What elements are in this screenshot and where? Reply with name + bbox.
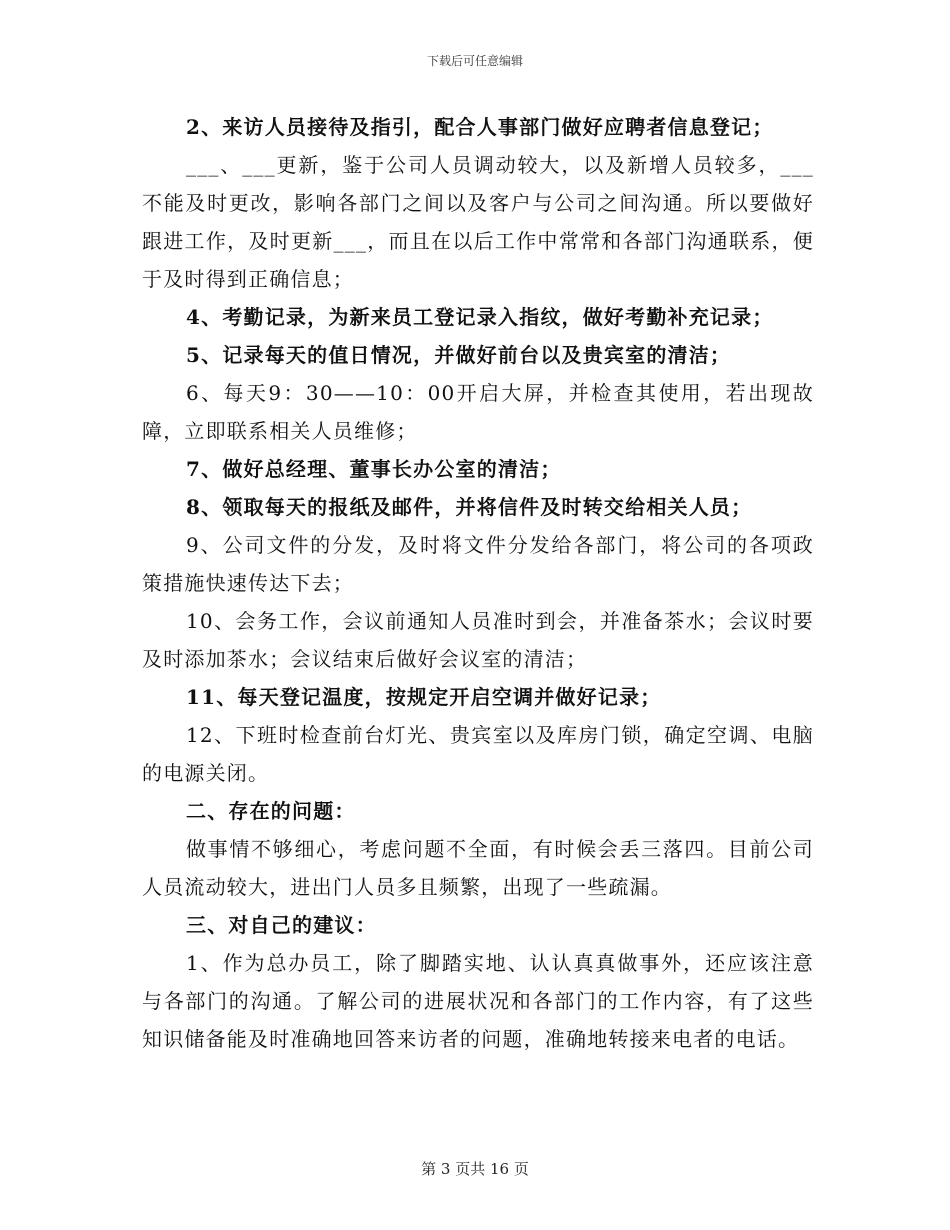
paragraph-item-6-screen: 6、每天9：30——10：00开启大屏，并检查其使用，若出现故障，立即联系相关人员维修； (142, 381, 814, 443)
paragraph-info-update: ___、___更新，鉴于公司人员调动较大，以及新增人员较多，___不能及时更改，影响各部门之间以及客户与公司之间沟通。所以要做好跟进工作，及时更新___，而且在以后工作中常常和各部门沟通联系，便于及时得到正确信息； (142, 153, 814, 291)
paragraph-problems: 做事情不够细心，考虑问题不全面，有时候会丢三落四。目前公司人员流动较大，进出门人员多且频繁，出现了一些疏漏。 (142, 837, 814, 899)
document-body (142, 108, 814, 1058)
section-heading-suggestions: 三、对自己的建议： (186, 913, 377, 937)
paragraph-item-12-closing-check: 12、下班时检查前台灯光、贵宾室以及库房门锁，确定空调、电脑的电源关闭。 (142, 723, 814, 785)
paragraph-item-8-mail: 8、领取每天的报纸及邮件，并将信件及时转交给相关人员； (186, 495, 753, 519)
page-footer: 第 3 页共 16 页 (421, 1160, 529, 1178)
paragraph-item-5-duty-record: 5、记录每天的值日情况，并做好前台以及贵宾室的清洁； (186, 343, 732, 367)
paragraph-suggestion-1: 1、作为总办员工，除了脚踏实地、认认真真做事外，还应该注意与各部门的沟通。了解公司的进展状况和各部门的工作内容，有了这些知识储备能及时准确地回答来访者的问题，准确地转接来电者的电话。 (142, 951, 814, 1051)
paragraph-item-9-documents: 9、公司文件的分发，及时将文件分发给各部门，将公司的各项政策措施快速传达下去； (142, 533, 814, 595)
page-header: 下载后可任意编辑 (426, 54, 523, 68)
paragraph-item-4-attendance: 4、考勤记录，为新来员工登记录入指纹，做好考勤补充记录； (186, 305, 774, 329)
paragraph-item-11-temperature: 11、每天登记温度，按规定开启空调并做好记录； (186, 685, 662, 709)
section-heading-problems: 二、存在的问题： (186, 799, 356, 823)
paragraph-item-7-office-cleaning: 7、做好总经理、董事长办公室的清洁； (186, 457, 562, 481)
paragraph-item-2-reception: 2、来访人员接待及指引，配合人事部门做好应聘者信息登记； (186, 115, 774, 139)
paragraph-item-10-meetings: 10、会务工作，会议前通知人员准时到会，并准备茶水；会议时要及时添加茶水；会议结束后做好会议室的清洁； (142, 609, 814, 671)
